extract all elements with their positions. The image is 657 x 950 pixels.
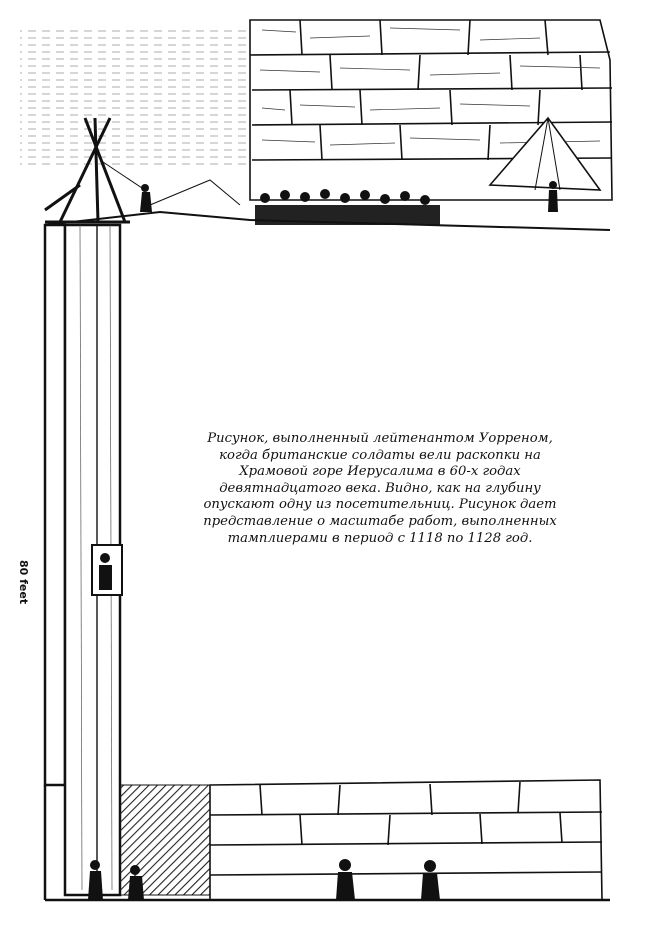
lower-stone-wall	[210, 780, 602, 900]
caption-line: девятнадцатого века. Видно, как на глубину	[219, 480, 541, 496]
caption-line: Рисунок, выполненный лейтенантом Уорреном,	[207, 431, 553, 446]
caption-line: опускают одну из посетительниц. Рисунок дает	[203, 497, 557, 513]
caption	[185, 431, 575, 547]
caption-line: когда британские солдаты вели раскопки на	[219, 447, 541, 463]
caption-line: Храмовой горе Иерусалима в 60-х годах	[239, 464, 521, 480]
depth-label: 80 feet	[17, 560, 30, 605]
caption-line: представление о масштабе работ, выполненных	[203, 513, 557, 529]
caption-line: тамплиерами в период с 1118 по 1128 год.	[227, 530, 533, 546]
